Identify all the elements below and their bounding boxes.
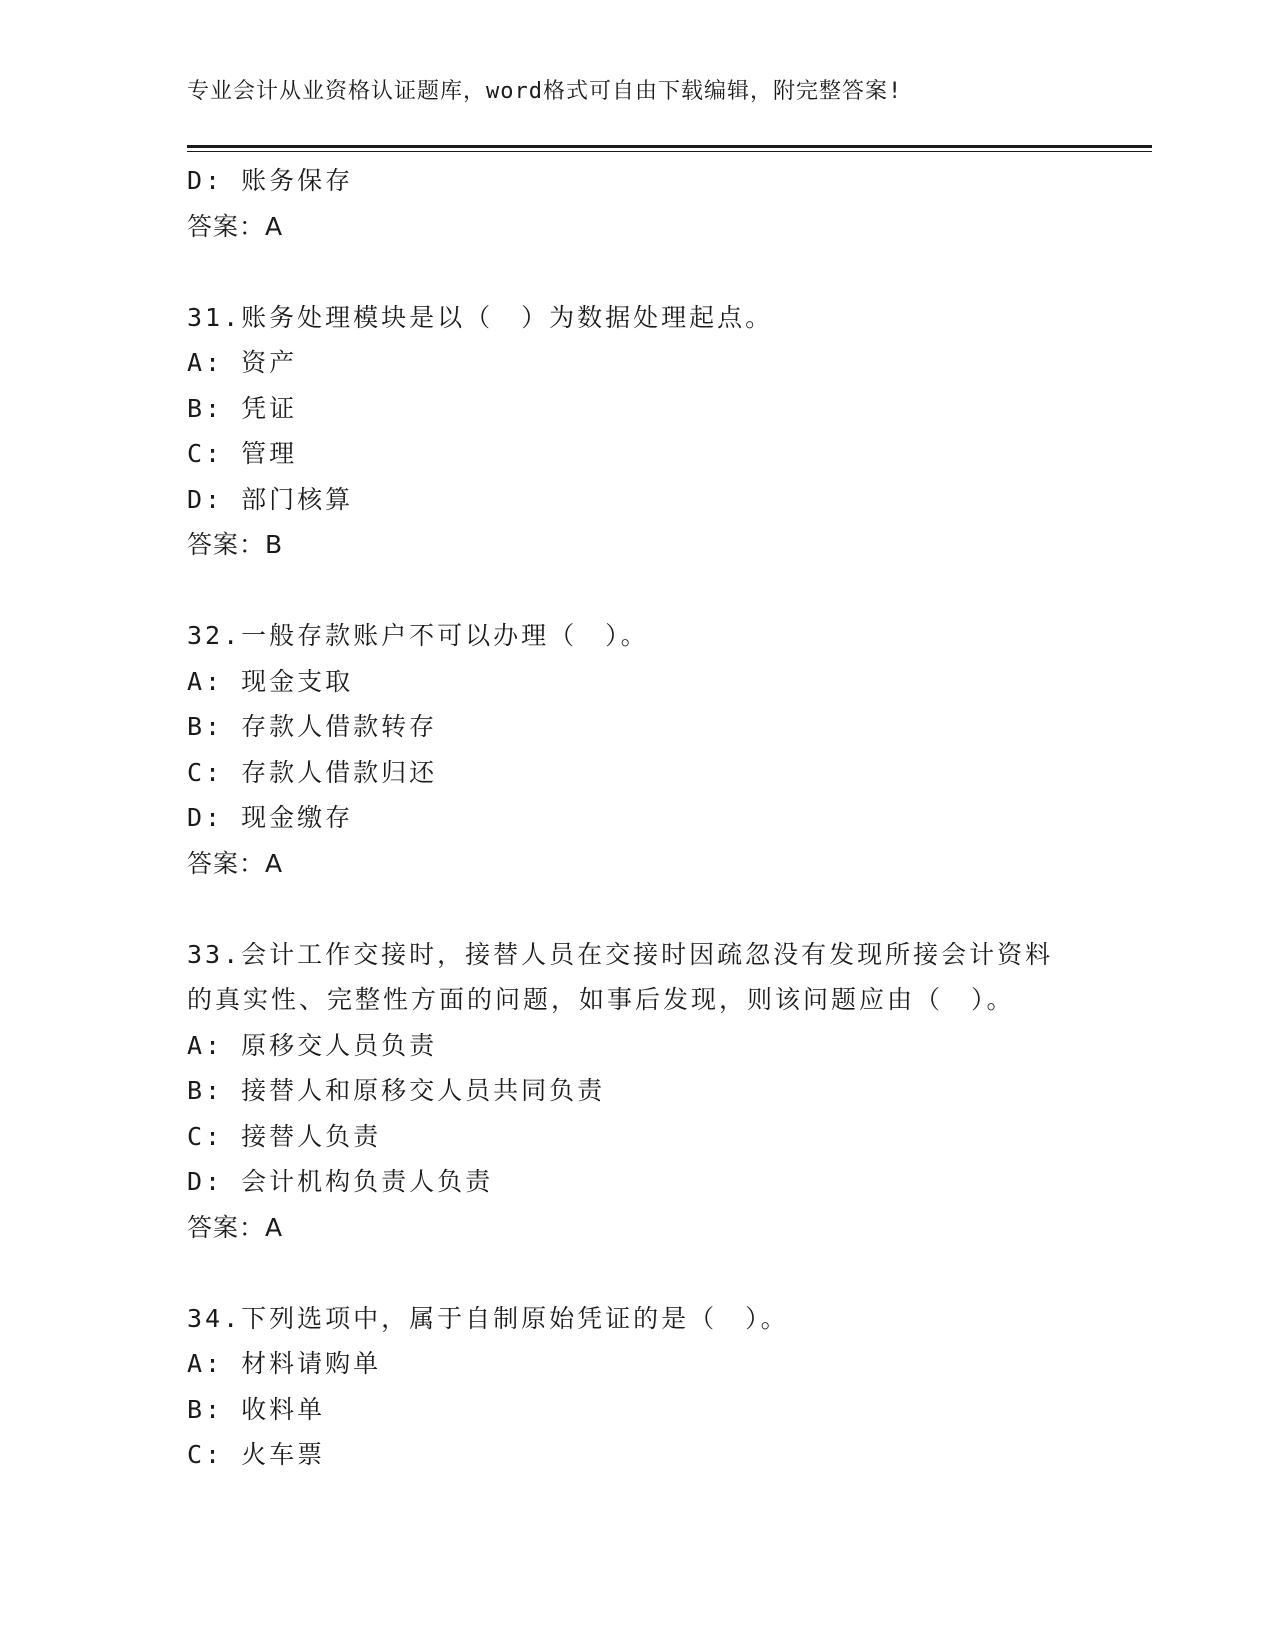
option-c: C: 管理 <box>187 439 298 468</box>
option-a: A: 资产 <box>187 348 298 377</box>
answer-line: 答案：A <box>187 848 284 878</box>
question-stem: 34.下列选项中，属于自制原始凭证的是（ ）。 <box>187 1303 789 1333</box>
option-b: B: 存款人借款转存 <box>187 712 438 741</box>
option-d: D: 现金缴存 <box>187 803 354 832</box>
option-c: C: 接替人负责 <box>187 1121 382 1151</box>
header-divider-thick <box>187 145 1152 148</box>
answer-line: 答案：B <box>187 530 284 559</box>
question-33 <box>187 932 1107 1251</box>
question-stem: 31.账务处理模块是以（ ）为数据处理起点。 <box>187 302 774 332</box>
option-c: C: 火车票 <box>187 1440 326 1469</box>
header-divider-thin <box>187 151 1152 152</box>
question-stem: 32.一般存款账户不可以办理（ ）。 <box>187 621 649 650</box>
option-b: B: 收料单 <box>187 1394 326 1424</box>
option-b: B: 接替人和原移交人员共同负责 <box>187 1076 606 1105</box>
option-a: A: 现金支取 <box>187 666 354 696</box>
option-c: C: 存款人借款归还 <box>187 757 438 787</box>
question-32 <box>187 613 1107 886</box>
question-stem-line-2: 的真实性、完整性方面的问题，如事后发现，则该问题应由（ ）。 <box>187 985 1015 1014</box>
answer-line: 答案：A <box>187 211 284 241</box>
answer-line: 答案：A <box>187 1212 284 1242</box>
question-34 <box>187 1296 1107 1478</box>
option-d: D: 会计机构负责人负责 <box>187 1167 494 1196</box>
option-a: A: 材料请购单 <box>187 1349 382 1378</box>
option-d: D: 账务保存 <box>187 166 354 195</box>
page-header: 专业会计从业资格认证题库，word格式可自由下载编辑，附完整答案! <box>187 79 903 104</box>
option-d: D: 部门核算 <box>187 484 354 514</box>
question-31 <box>187 295 1107 568</box>
question-list <box>187 158 1107 1478</box>
option-b: B: 凭证 <box>187 393 298 423</box>
option-a: A: 原移交人员负责 <box>187 1030 438 1060</box>
question-stem-line-1: 33.会计工作交接时，接替人员在交接时因疏忽没有发现所接会计资料 <box>187 939 1054 969</box>
